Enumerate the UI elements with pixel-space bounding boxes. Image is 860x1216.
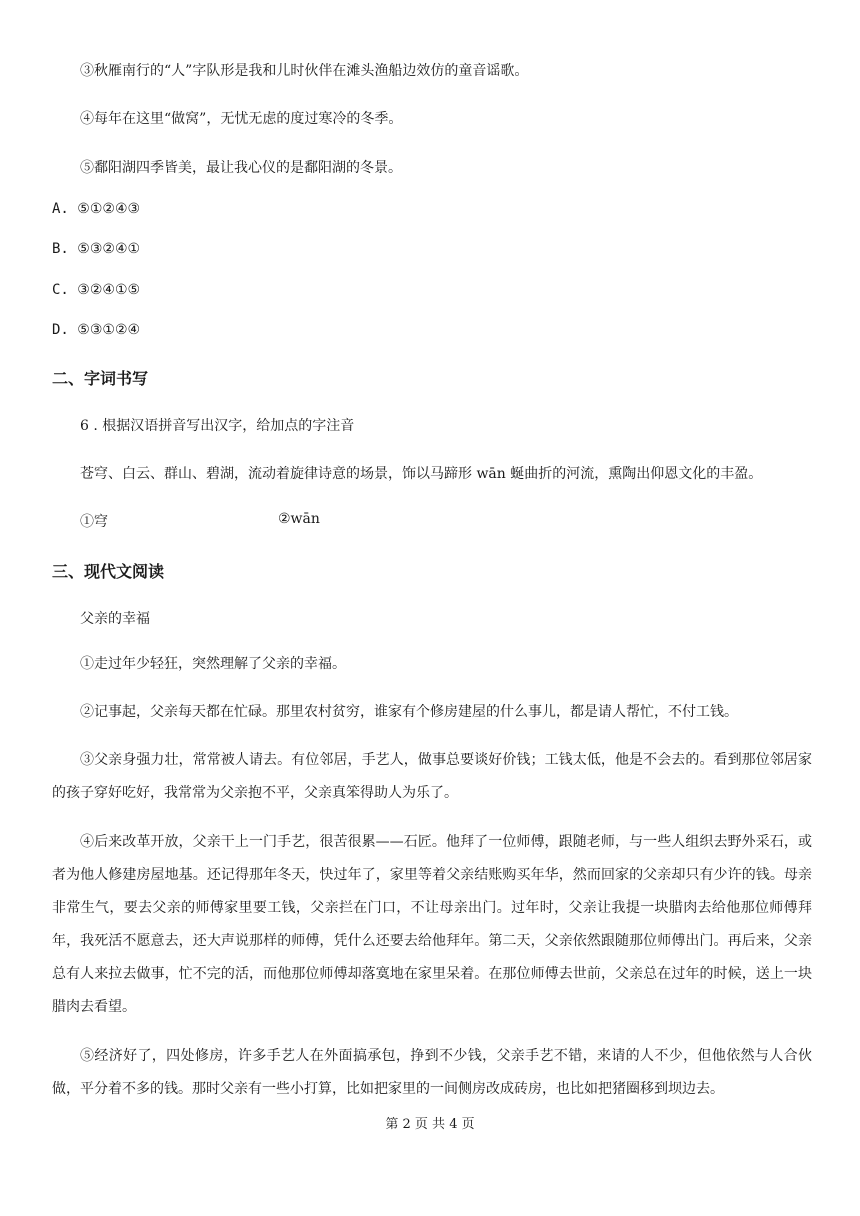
sentence-4: ④每年在这里“做窝”，无忧无虑的度过寒冷的冬季。 [80,111,403,127]
question-6: 6 . 根据汉语拼音写出汉字，给加点的字注音 [80,418,355,434]
section-heading-vocabulary: 二、字词书写 [52,369,149,388]
option-c[interactable]: C. ③②④①⑤ [52,282,141,298]
sentence-3: ③秋雁南行的“人”字队形是我和儿时伙伴在滩头渔船边效仿的童音谣歌。 [80,63,529,79]
option-a[interactable]: A. ⑤①②④③ [52,201,141,217]
passage-paragraph-1: ①走过年少轻狂，突然理解了父亲的幸福。 [80,656,346,672]
answer-blank-1[interactable]: ①穹 [80,514,108,530]
question-6-sentence: 苍穹、白云、群山、碧湖，流动着旋律诗意的场景，饰以马蹄形 wān 蜒曲折的河流，熏陶出仰恩文化的丰盈。 [80,466,763,482]
answer-blank-2[interactable]: ②wān [278,511,320,527]
passage-paragraph-5: ⑤经济好了，四处修房，许多手艺人在外面搞承包，挣到不少钱，父亲手艺不错，来请的人不少，但他依然与人合伙做，平分着不多的钱。那时父亲有一些小打算，比如把家里的一间侧房改成砖房，也比如把猪圈移到坝边去。 [52,1048,812,1097]
page-number: 第 2 页 共 4 页 [385,1117,475,1132]
passage-paragraph-4: ④后来改革开放，父亲干上一门手艺，很苦很累——石匠。他拜了一位师傅，跟随老师，与一些人组织去野外采石，或者为他人修建房屋地基。还记得那年冬天，快过年了，家里等着父亲结账购买年华，然而回家的父亲却只有少许的钱。母亲非常生气，要去父亲的师傅家里要工钱，父亲拦在门口，不让母亲出门。过年时，父亲让我提一块腊肉去给他那位师傅拜年，我死活不愿意去，还大声说那样的师傅，凭什么还要去给他拜年。第二天，父亲依然跟随那位师傅出门。再后来，父亲总有人来拉去做事，忙不完的活，而他那位师傅却落寞地在家里呆着。在那位师傅去世前，父亲总在过年的时候，送上一块腊肉去看望。 [52,834,812,1015]
option-b[interactable]: B. ⑤③②④① [52,241,141,257]
option-d[interactable]: D. ⑤③①②④ [52,322,141,338]
sentence-5: ⑤鄱阳湖四季皆美，最让我心仪的是鄱阳湖的冬景。 [80,160,402,176]
passage-paragraph-2: ②记事起，父亲每天都在忙碌。那里农村贫穷，谁家有个修房建屋的什么事儿，都是请人帮忙，不付工钱。 [80,704,738,720]
section-heading-reading: 三、现代文阅读 [52,562,165,581]
passage-paragraph-3: ③父亲身强力壮，常常被人请去。有位邻居，手艺人，做事总要谈好价钱；工钱太低，他是不会去的。看到那位邻居家的孩子穿好吃好，我常常为父亲抱不平，父亲真笨得助人为乐了。 [52,752,812,801]
passage-title: 父亲的幸福 [80,611,150,627]
